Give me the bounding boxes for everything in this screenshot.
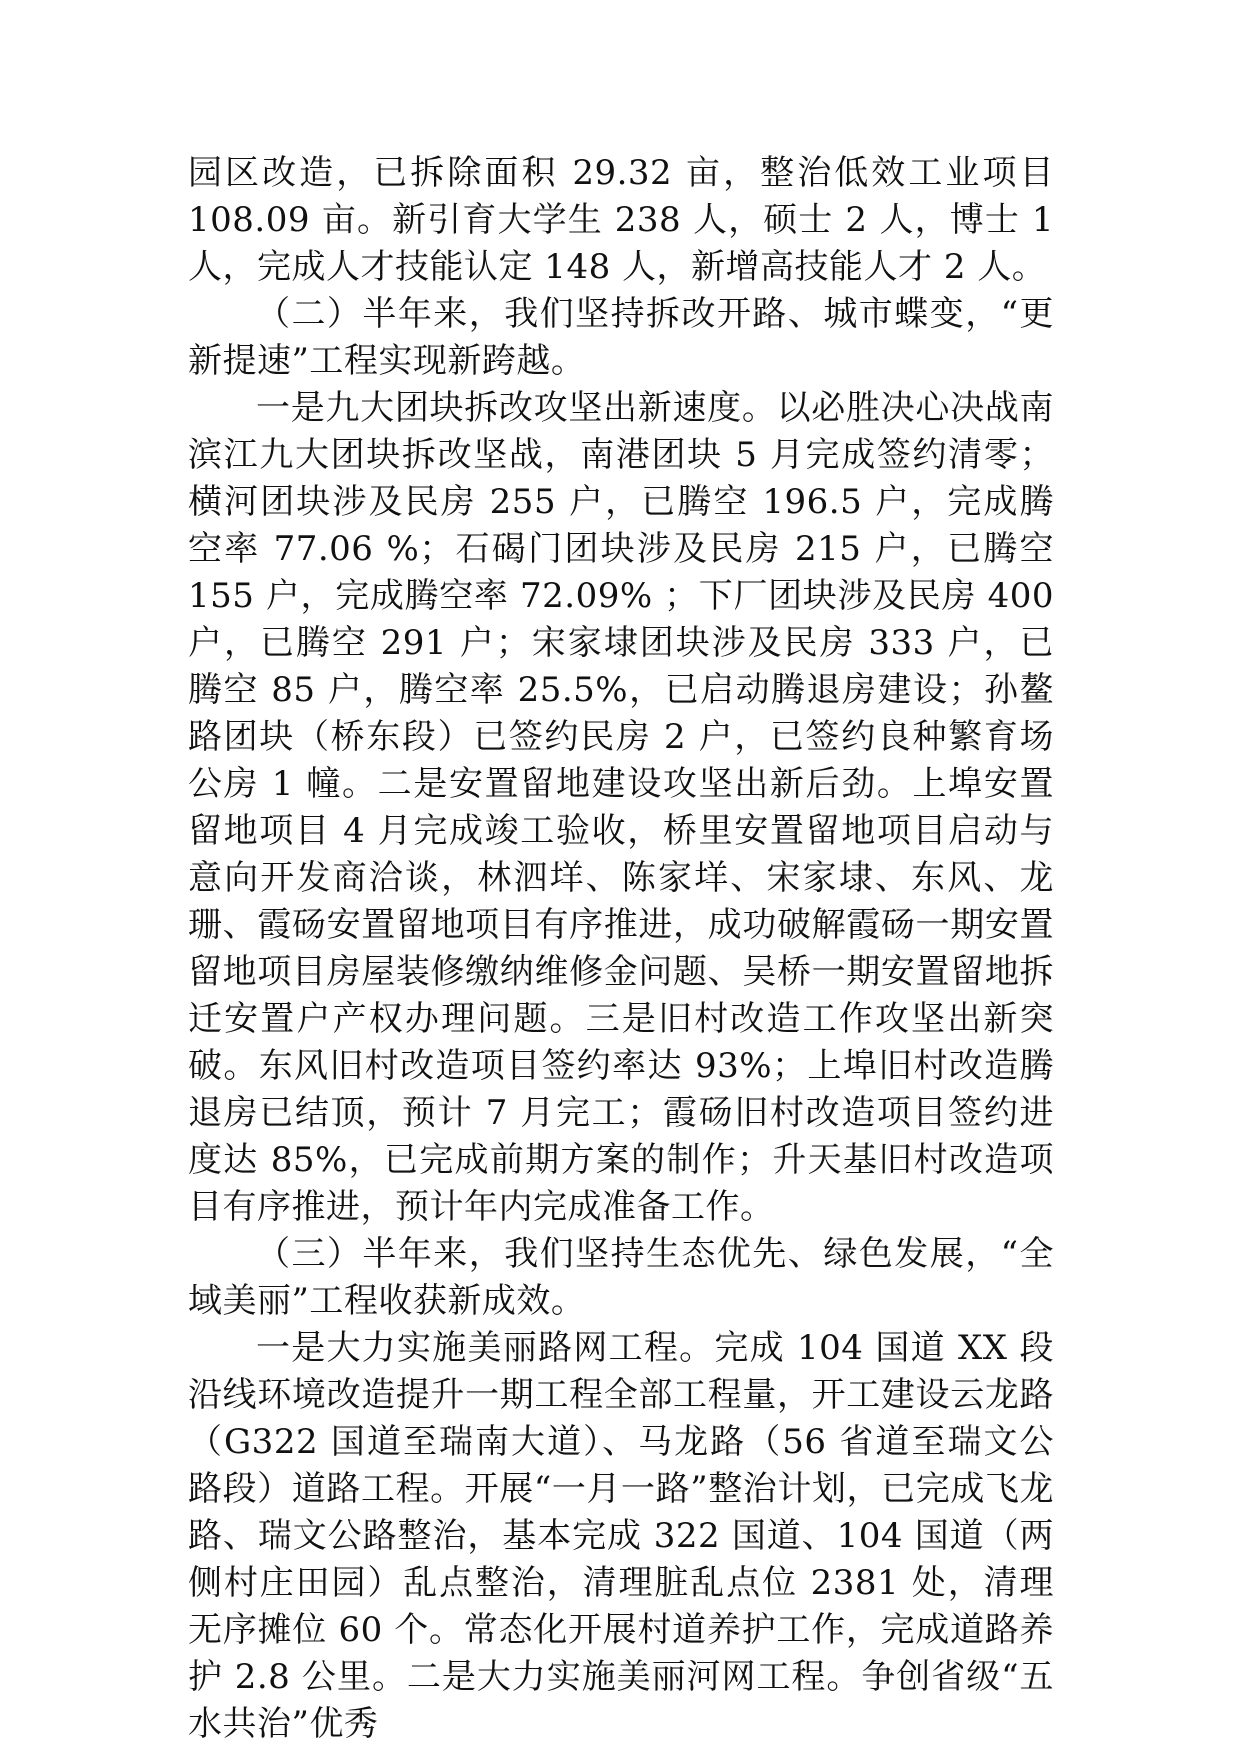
document-body <box>188 150 1054 1748</box>
paragraph-demolition-progress: 一是九大团块拆改攻坚出新速度。以必胜决心决战南滨江九大团块拆改坚战，南港团块 5 月完成签约清零；横河团块涉及民房 255 户，已腾空 196.5 户，完成腾空率 77.06 %；石碣门团块涉及民房 215 户，已腾空 155 户，完成腾空率 72.09% ；下厂团块涉及民房 400 户，已腾空 291 户；宋家埭团块涉及民房 333 户，已腾空 85 户，腾空率 25.5%，已启动腾退房建设；孙鳌路团块（桥东段）已签约民房 2 户，已签约良种繁育场公房 1 幢。二是安置留地建设攻坚出新后劲。上埠安置留地项目 4 月完成竣工验收，桥里安置留地项目启动与意向开发商洽谈，林泗垟、陈家垟、宋家埭、东风、龙珊、霞砀安置留地项目有序推进，成功破解霞砀一期安置留地项目房屋装修缴纳维修金问题、吴桥一期安置留地拆迁安置户产权办理问题。三是旧村改造工作攻坚出新突破。东风旧村改造项目签约率达 93%；上埠旧村改造腾退房已结顶，预计 7 月完工；霞砀旧村改造项目签约进度达 85%，已完成前期方案的制作；升天基旧村改造项目有序推进，预计年内完成准备工作。 <box>188 388 1054 1227</box>
heading-section-three: （三）半年来，我们坚持生态优先、绿色发展，“全域美丽”工程收获新成效。 <box>188 1234 1054 1321</box>
heading-section-two: （二）半年来，我们坚持拆改开路、城市蝶变，“更新提速”工程实现新跨越。 <box>188 294 1054 381</box>
paragraph-road-network: 一是大力实施美丽路网工程。完成 104 国道 XX 段沿线环境改造提升一期工程全部工程量，开工建设云龙路（G322 国道至瑞南大道）、马龙路（56 省道至瑞文公路段）道路工程。开展“一月一路”整治计划，已完成飞龙路、瑞文公路整治，基本完成 322 国道、104 国道（两侧村庄田园）乱点整治，清理脏乱点位 2381 处，清理无序摊位 60 个。常态化开展村道养护工作，完成道路养护 2.8 公里。二是大力实施美丽河网工程。争创省级“五水共治”优秀 <box>188 1328 1054 1744</box>
paragraph-park-renovation: 园区改造，已拆除面积 29.32 亩，整治低效工业项目 108.09 亩。新引育大学生 238 人，硕士 2 人，博士 1 人，完成人才技能认定 148 人，新增高技能人才 2 人。 <box>188 153 1054 287</box>
